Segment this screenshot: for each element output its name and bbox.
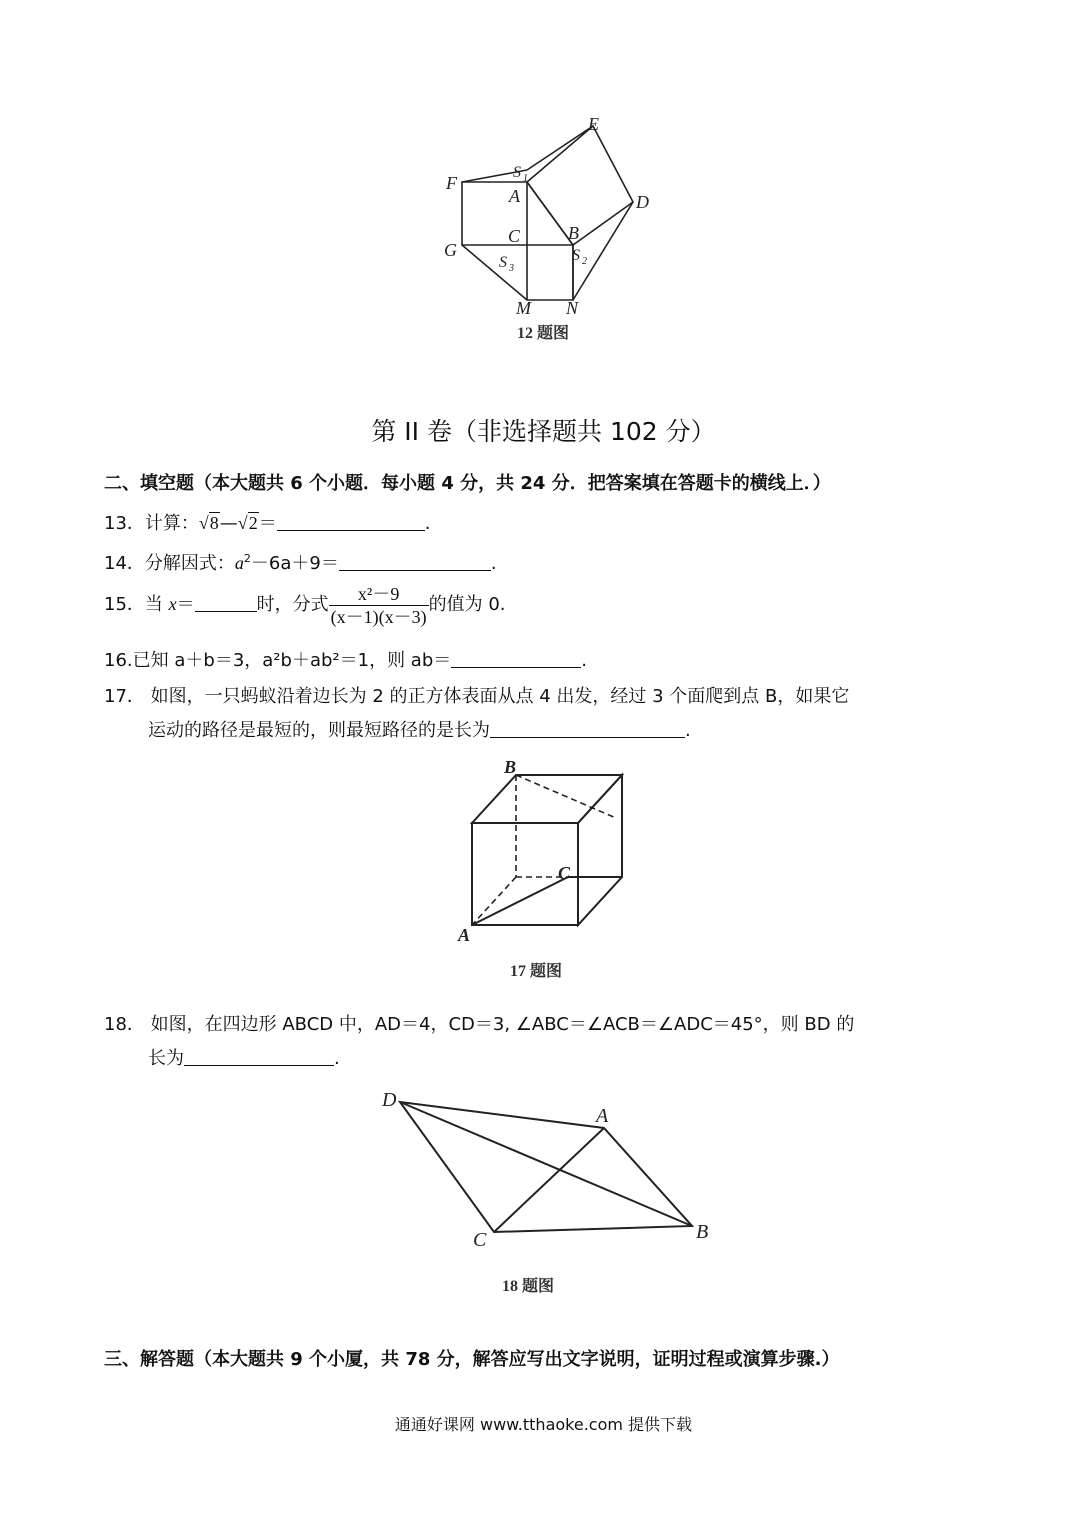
q18-line2-text: 长为 xyxy=(148,1048,184,1069)
q14-expression: －6a＋9＝ xyxy=(250,553,339,574)
label-S1-sub: 1 xyxy=(523,173,528,184)
question-16 xyxy=(104,648,587,674)
q17-line2-text: 运动的路径是最短的，则最短路径的是长为 xyxy=(148,720,490,741)
figure-18 xyxy=(370,1080,720,1260)
q14-var-a: a xyxy=(234,553,244,573)
q15-pre: 当 xyxy=(144,594,169,615)
q14-exponent: 2 xyxy=(243,552,251,565)
q15-equals: ＝ xyxy=(176,594,195,615)
q16-end: . xyxy=(581,650,587,671)
q17-end: . xyxy=(685,720,691,741)
label-F: F xyxy=(446,173,457,193)
question-17-line-2 xyxy=(148,718,691,744)
figure-12-diagram xyxy=(420,105,680,345)
q16-answer-blank[interactable] xyxy=(451,649,581,668)
q13-end: . xyxy=(424,513,431,534)
q15-mid-text: 时，分式 xyxy=(256,594,329,615)
cube-label-B: B xyxy=(504,757,517,777)
q14-text: 分解因式： xyxy=(144,553,235,574)
page-footer: 通通好课网 www.tthaoke.com 提供下载 xyxy=(394,1415,693,1434)
q15-number: 15． xyxy=(104,594,145,615)
question-14 xyxy=(104,546,497,577)
q14-number: 14． xyxy=(104,553,145,574)
q13-answer-blank[interactable] xyxy=(277,512,425,531)
q15-fraction xyxy=(329,583,429,628)
q17-answer-blank[interactable] xyxy=(490,719,685,738)
figure-17-cube xyxy=(448,755,648,950)
label-B: B xyxy=(568,223,579,243)
question-15 xyxy=(104,580,506,629)
q14-answer-blank[interactable] xyxy=(339,552,491,571)
question-17-line-1: 17． 如图，一只蚂蚁沿着边长为 2 的正方体表面从点 4 出发，经过 3 个面爬到点 B，如果它 xyxy=(104,686,850,707)
label-B: B xyxy=(696,1221,709,1243)
figure-12-caption: 12 题图 xyxy=(517,325,570,342)
label-C: C xyxy=(473,1229,487,1251)
fraction-denominator: (x－1)(x－3) xyxy=(330,606,427,627)
label-A: A xyxy=(596,1105,609,1127)
section-3-header: 三、解答题（本大题共 9 个小厦，共 78 分，解答应写出文字说明，证明过程或演算步骤.） xyxy=(104,1349,840,1370)
label-S2-sub: 2 xyxy=(582,256,587,267)
label-S1: S xyxy=(513,164,521,181)
q15-answer-blank[interactable] xyxy=(195,593,257,612)
q16-text: 已知 a＋b＝3，a²b＋ab²＝1，则 ab＝ xyxy=(132,650,452,671)
label-N: N xyxy=(566,298,579,318)
section-2-header: 二、填空题（本大题共 6 个小题．每小题 4 分，共 24 分．把答案填在答题卡的横线上．） xyxy=(104,473,831,494)
q13-minus: — xyxy=(219,513,238,534)
label-D: D xyxy=(382,1089,397,1111)
q14-end: . xyxy=(490,553,497,574)
sqrt-8: √8 xyxy=(198,513,219,533)
q13-equals: ＝ xyxy=(258,513,277,534)
q15-var-x: x xyxy=(168,594,177,614)
q15-post-text: 的值为 0. xyxy=(428,594,506,615)
label-S3-sub: 3 xyxy=(509,263,514,274)
q13-number: 13． xyxy=(104,513,145,534)
question-18-line-1: 18． 如图，在四边形 ABCD 中，AD＝4，CD＝3, ∠ABC＝∠ACB＝∠ADC＝45°，则 BD 的 xyxy=(104,1014,855,1035)
section-2-title: 第 II 卷（非选择题共 102 分） xyxy=(371,417,716,446)
figure-17 xyxy=(448,755,648,950)
label-S3: S xyxy=(499,254,507,271)
label-A: A xyxy=(509,186,520,206)
sqrt-2: √2 xyxy=(237,513,258,533)
figure-18-diagram xyxy=(370,1080,720,1260)
figure-17-caption: 17 题图 xyxy=(510,963,563,980)
label-C: C xyxy=(508,226,521,246)
figure-18-caption: 18 题图 xyxy=(502,1278,555,1295)
q18-end: . xyxy=(334,1048,340,1069)
cube-label-C: C xyxy=(558,863,571,883)
question-18-line-2 xyxy=(148,1046,340,1072)
label-G: G xyxy=(444,240,457,260)
figure-12 xyxy=(420,105,680,345)
label-M: M xyxy=(516,298,531,318)
cube-label-A: A xyxy=(458,925,471,945)
q16-number: 16. xyxy=(104,650,133,671)
q13-text: 计算： xyxy=(144,513,199,534)
label-S2: S xyxy=(572,247,580,264)
question-13 xyxy=(104,510,430,537)
fraction-numerator: x²－9 xyxy=(329,583,429,606)
label-E: E xyxy=(588,114,599,134)
label-D: D xyxy=(636,192,649,212)
q18-answer-blank[interactable] xyxy=(184,1047,334,1066)
